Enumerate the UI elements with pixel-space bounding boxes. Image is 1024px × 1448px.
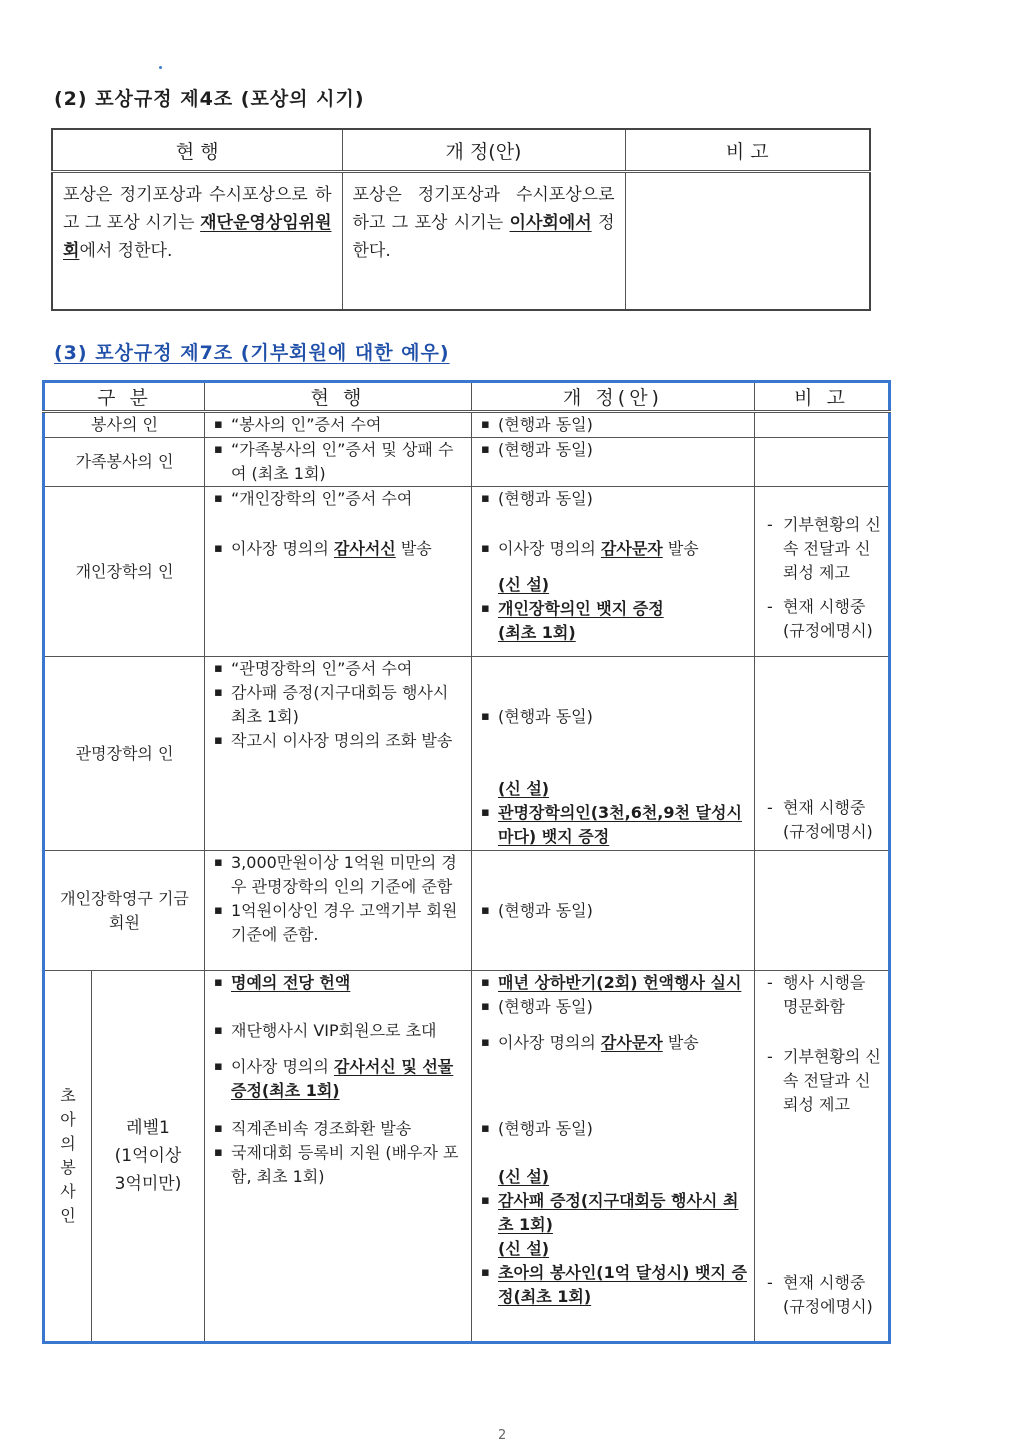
section-2-title: (2) 포상규정 제4조 (포상의 시기)	[54, 88, 365, 110]
r4-revised: ▪ (현행과 동일) (신 설) ▪ 관명장학의인(3천,6천,9천 달성시마다) 뱃지 증정	[472, 657, 755, 851]
category-personal-scholarship: 개인장학의 인	[44, 487, 205, 657]
r5-remarks	[755, 851, 890, 971]
category-choa-vertical-text: 초아의봉사인	[60, 1086, 76, 1225]
level-range: (1억이상 3억미만)	[114, 1146, 182, 1194]
r1-revised: ▪ (현행과 동일)	[472, 412, 755, 438]
header-remarks: 비 고	[625, 129, 870, 172]
category-named-scholarship: 관명장학의 인	[44, 657, 205, 851]
header-revised: 개 정(안)	[342, 129, 625, 172]
level1-cell	[92, 971, 205, 1343]
r3-revised: ▪ (현행과 동일) ▪ 이사장 명의의 감사문자 발송 (신 설) ▪ 개인장학의인 뱃지 증정 (최초 1회)	[472, 487, 755, 657]
r6-current: ▪ 명예의 전당 헌액 ▪ 재단행사시 VIP회원으로 초대 ▪ 이사장 명의의 감사서신 및 선물증정(최초 1회) ▪ 직계존비속 경조화환 발송 ▪ 국제대회 등록비 지원 (배우자 포함, 최초 1회)	[205, 971, 472, 1343]
category-service: 봉사의 인	[44, 412, 205, 438]
category-endowment-member: 개인장학영구 기금 회원	[44, 851, 205, 971]
r6-revised: ▪ 매년 상하반기(2회) 헌액행사 실시 ▪ (현행과 동일) ▪ 이사장 명의의 감사문자 발송 ▪ (현행과 동일) (신 설) ▪ 감사패 증정(지구대회등 행사시 최초 1회) (신 설) ▪ 초아의 봉사인(1억 달성시) 뱃지 증정(최초 1회)	[472, 971, 755, 1343]
scan-dot	[159, 66, 162, 69]
page-number: 2	[498, 1428, 507, 1443]
article4-remarks	[625, 172, 870, 311]
article4-table	[51, 128, 871, 311]
r5-current: ▪ 3,000만원이상 1억원 미만의 경우 관명장학의 인의 기준에 준함 ▪ 1억원이상인 경우 고액기부 회원 기준에 준함.	[205, 851, 472, 971]
article4-revised: 포상은 정기포상과 수시포상으로 하고 그 포상 시기는 이사회에서 정한다.	[342, 172, 625, 311]
r2-revised: ▪ (현행과 동일)	[472, 438, 755, 487]
article4-current: 포상은 정기포상과 수시포상으로 하고 그 포상 시기는 재단운영상임위원회에서 정한다.	[52, 172, 342, 311]
r1-current: ▪ “봉사의 인”증서 수여	[205, 412, 472, 438]
header-category: 구 분	[44, 382, 205, 412]
article7-table	[42, 380, 891, 1344]
r3-remarks: - 기부현황의 신속 전달과 신뢰성 제고 - 현재 시행중 (규정에명시)	[755, 487, 890, 657]
header-current: 현 행	[205, 382, 472, 412]
r4-current: ▪ “관명장학의 인”증서 수여 ▪ 감사패 증정(지구대회등 행사시 최초 1회) ▪ 작고시 이사장 명의의 조화 발송	[205, 657, 472, 851]
header-remarks: 비 고	[755, 382, 890, 412]
category-choa-service	[44, 971, 92, 1343]
r2-current: ▪ “가족봉사의 인”증서 및 상패 수여 (최초 1회)	[205, 438, 472, 487]
r3-current: ▪ “개인장학의 인”증서 수여 ▪ 이사장 명의의 감사서신 발송	[205, 487, 472, 657]
section-3-title: (3) 포상규정 제7조 (기부회원에 대한 예우)	[54, 342, 450, 364]
r2-remarks	[755, 438, 890, 487]
header-current: 현 행	[52, 129, 342, 172]
header-revised: 개 정(안)	[472, 382, 755, 412]
r1-remarks	[755, 412, 890, 438]
r5-revised: ▪ (현행과 동일)	[472, 851, 755, 971]
category-family-service: 가족봉사의 인	[44, 438, 205, 487]
level-label: 레벨1	[126, 1118, 170, 1138]
r6-remarks: - 행사 시행을 명문화함 - 기부현황의 신속 전달과 신뢰성 제고 - 현재 시행중 (규정에명시)	[755, 971, 890, 1343]
r4-remarks: - 현재 시행중 (규정에명시)	[755, 657, 890, 851]
